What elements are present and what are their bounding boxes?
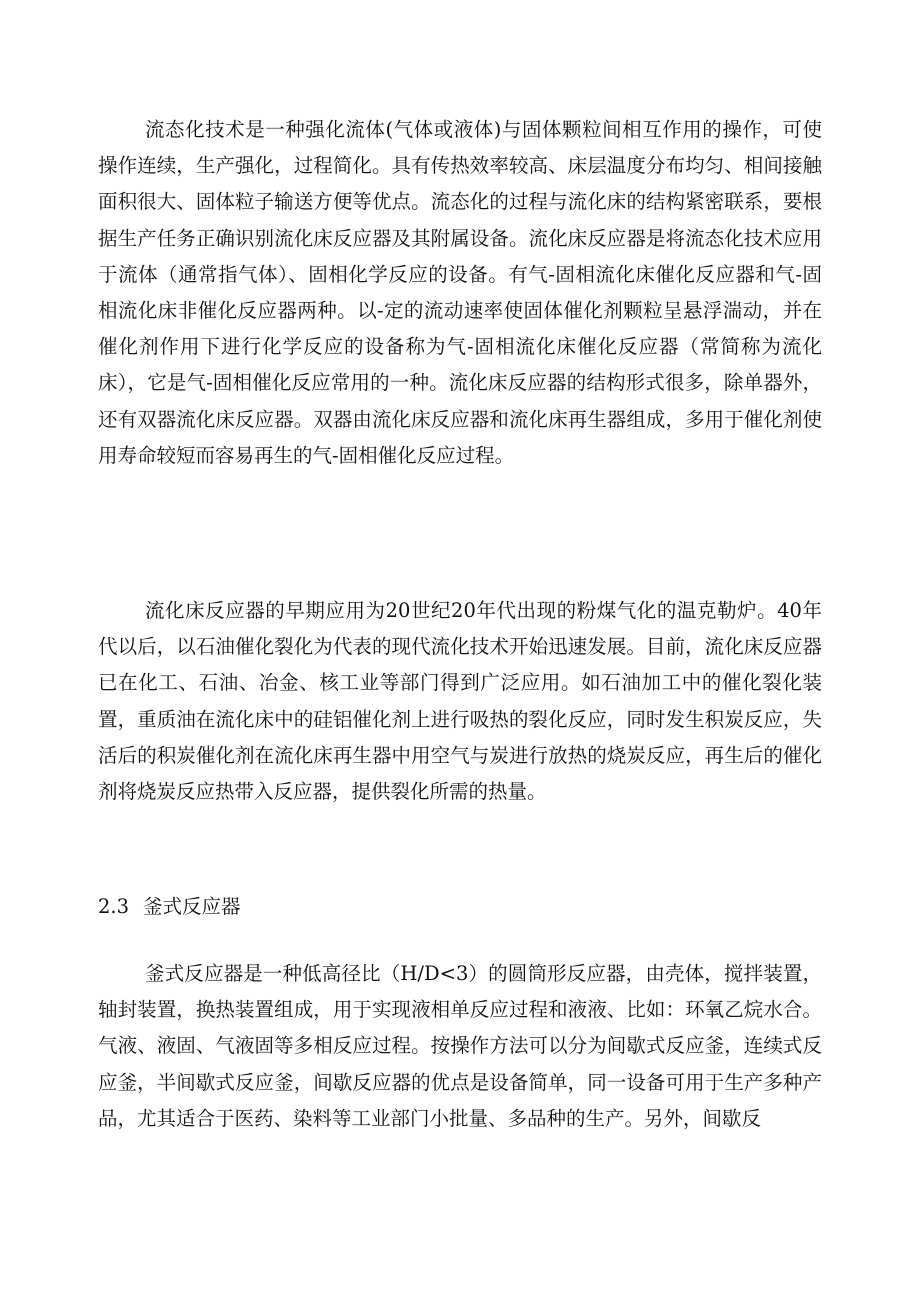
section-heading (98, 892, 241, 922)
paragraph-fluidization-intro: 流态化技术是一种强化流体(气体或液体)与固体颗粒间相互作用的操作，可使操作连续，生产强化，过程简化。具有传热效率较高、床层温度分布均匀、相间接触面积很大、固体粒子输送方便等优点。流态化的过程与流化床的结构紧密联系，要根据生产任务正确识别流化床反应器及其附属设备。流化床反应器是将流态化技术应用于流体（通常指气体）、固相化学反应的设备。有气-固相流化床催化反应器和气-固相流化床非催化反应器两种。以-定的流动速率使固体催化剂颗粒呈悬浮湍动，并在催化剂作用下进行化学反应的设备称为气-固相流化床催化反应器（常简称为流化床），它是气-固相催化反应常用的一种。流化床反应器的结构形式很多，除单器外，还有双器流化床反应器。双器由流化床反应器和流化床再生器组成，多用于催化剂使用寿命较短而容易再生的气-固相催化反应过程。 (98, 118, 822, 467)
paragraph-kettle-reactor: 釜式反应器是一种低高径比（H/D<3）的圆筒形反应器，由壳体，搅拌装置，轴封装置，换热装置组成，用于实现液相单反应过程和液液、比如：环氧乙烷水合。气液、液固、气液固等多相反应过程。按操作方法可以分为间歇式反应釜，连续式反应釜，半间歇式反应釜，间歇反应器的优点是设备简单，同一设备可用于生产多种产品，尤其适合于医药、染料等工业部门小批量、多品种的生产。另外，间歇反 (98, 962, 822, 1130)
paragraph-fluidized-bed-history: 流化床反应器的早期应用为20世纪20年代出现的粉煤气化的温克勒炉。40年代以后，以石油催化裂化为代表的现代流化技术开始迅速发展。目前，流化床反应器已在化工、石油、冶金、核工业等部门得到广泛应用。如石油加工中的催化裂化装置，重质油在流化床中的硅铝催化剂上进行吸热的裂化反应，同时发生积炭反应，失活后的积炭催化剂在流化床再生器中用空气与炭进行放热的烧炭反应，再生后的催化剂将烧炭反应热带入反应器，提供裂化所需的热量。 (98, 599, 822, 804)
section-number: 2.3 (98, 895, 130, 918)
section-title: 釜式反应器 (143, 895, 241, 918)
